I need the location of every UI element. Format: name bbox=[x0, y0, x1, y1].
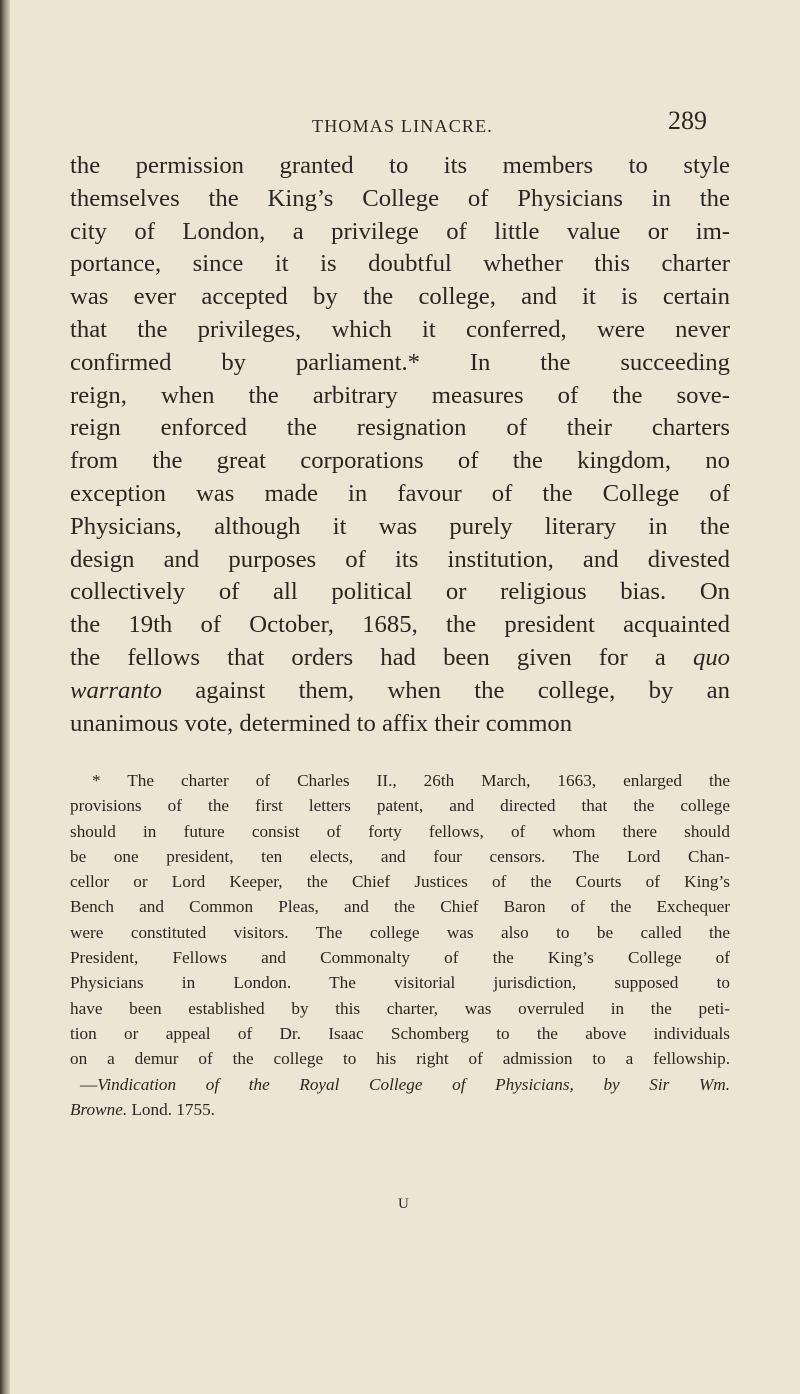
footnote-line: should in future consist of forty fellows, of whom there should bbox=[70, 821, 730, 841]
citation-dash: — bbox=[80, 1074, 98, 1094]
body-line: the permission granted to its members to style bbox=[70, 152, 730, 179]
footnote-line: were constituted visitors. The college was also to be called the bbox=[70, 922, 730, 942]
footnote-line: provisions of the first letters patent, and directed that the college bbox=[70, 796, 730, 816]
italic-phrase: quo bbox=[692, 643, 730, 671]
body-line: themselves the King’s College of Physicians in the bbox=[70, 184, 730, 212]
body-text-segment: the fellows that orders had been given for a bbox=[70, 643, 693, 671]
body-line: city of London, a privilege of little value or im- bbox=[70, 217, 730, 245]
citation-imprint: Lond. 1755. bbox=[127, 1099, 215, 1119]
body-line: was ever accepted by the college, and it is certain bbox=[70, 283, 730, 311]
body-text-segment: against them, when the college, by an bbox=[161, 676, 730, 704]
italic-phrase: warranto bbox=[70, 676, 162, 704]
body-line: reign, when the arbitrary measures of the sove- bbox=[70, 381, 730, 409]
footnote-line: cellor or Lord Keeper, the Chief Justices of the Courts of King’s bbox=[70, 872, 730, 892]
page-number: 289 bbox=[668, 106, 707, 135]
footnote-citation-line bbox=[70, 1072, 730, 1097]
footnote-line: * The charter of Charles II., 26th March, 1663, enlarged the bbox=[92, 771, 730, 790]
body-line bbox=[70, 642, 730, 675]
running-title: THOMAS LINACRE. bbox=[312, 116, 494, 136]
body-line: exception was made in favour of the College of bbox=[70, 479, 730, 507]
running-head bbox=[70, 106, 730, 142]
footnote-line: have been established by this charter, was overruled in the peti- bbox=[70, 998, 730, 1018]
footnote-citation-line bbox=[70, 1097, 730, 1122]
body-line: portance, since it is doubtful whether this charter bbox=[70, 250, 730, 278]
signature-mark: U bbox=[398, 1196, 409, 1212]
footnote-line: on a demur of the college to his right of admission to a fellowship. bbox=[70, 1049, 730, 1069]
body-line bbox=[70, 675, 730, 708]
body-line: from the great corporations of the kingdom, no bbox=[70, 447, 730, 475]
footnote bbox=[70, 768, 730, 1122]
citation-title: Vindication of the Royal College of Physicians, by Sir Wm. bbox=[97, 1074, 730, 1094]
footnote-line: Physicians in London. The visitorial jurisdiction, supposed to bbox=[70, 973, 730, 993]
footnote-line: be one president, ten elects, and four censors. The Lord Chan- bbox=[70, 846, 730, 866]
footnote-line: President, Fellows and Commonalty of the King’s College of bbox=[70, 948, 730, 968]
page-spine-shadow bbox=[0, 0, 10, 1394]
body-line: design and purposes of its institution, and divested bbox=[70, 545, 730, 573]
body-line: Physicians, although it was purely literary in the bbox=[70, 512, 730, 540]
citation-author: Browne. bbox=[70, 1099, 128, 1119]
body-line: collectively of all political or religious bias. On bbox=[70, 578, 730, 606]
body-line: that the privileges, which it conferred, were never bbox=[70, 315, 730, 343]
body-line: unanimous vote, determined to affix their common bbox=[70, 709, 573, 737]
footnote-line: Bench and Common Pleas, and the Chief Baron of the Exchequer bbox=[70, 897, 730, 917]
footnote-line: tion or appeal of Dr. Isaac Schomberg to the above individuals bbox=[70, 1023, 730, 1043]
body-line: the 19th of October, 1685, the president acquainted bbox=[70, 611, 730, 639]
body-line: reign enforced the resignation of their charters bbox=[70, 414, 730, 442]
body-line: confirmed by parliament.* In the succeeding bbox=[70, 348, 730, 376]
body-text bbox=[70, 150, 730, 740]
